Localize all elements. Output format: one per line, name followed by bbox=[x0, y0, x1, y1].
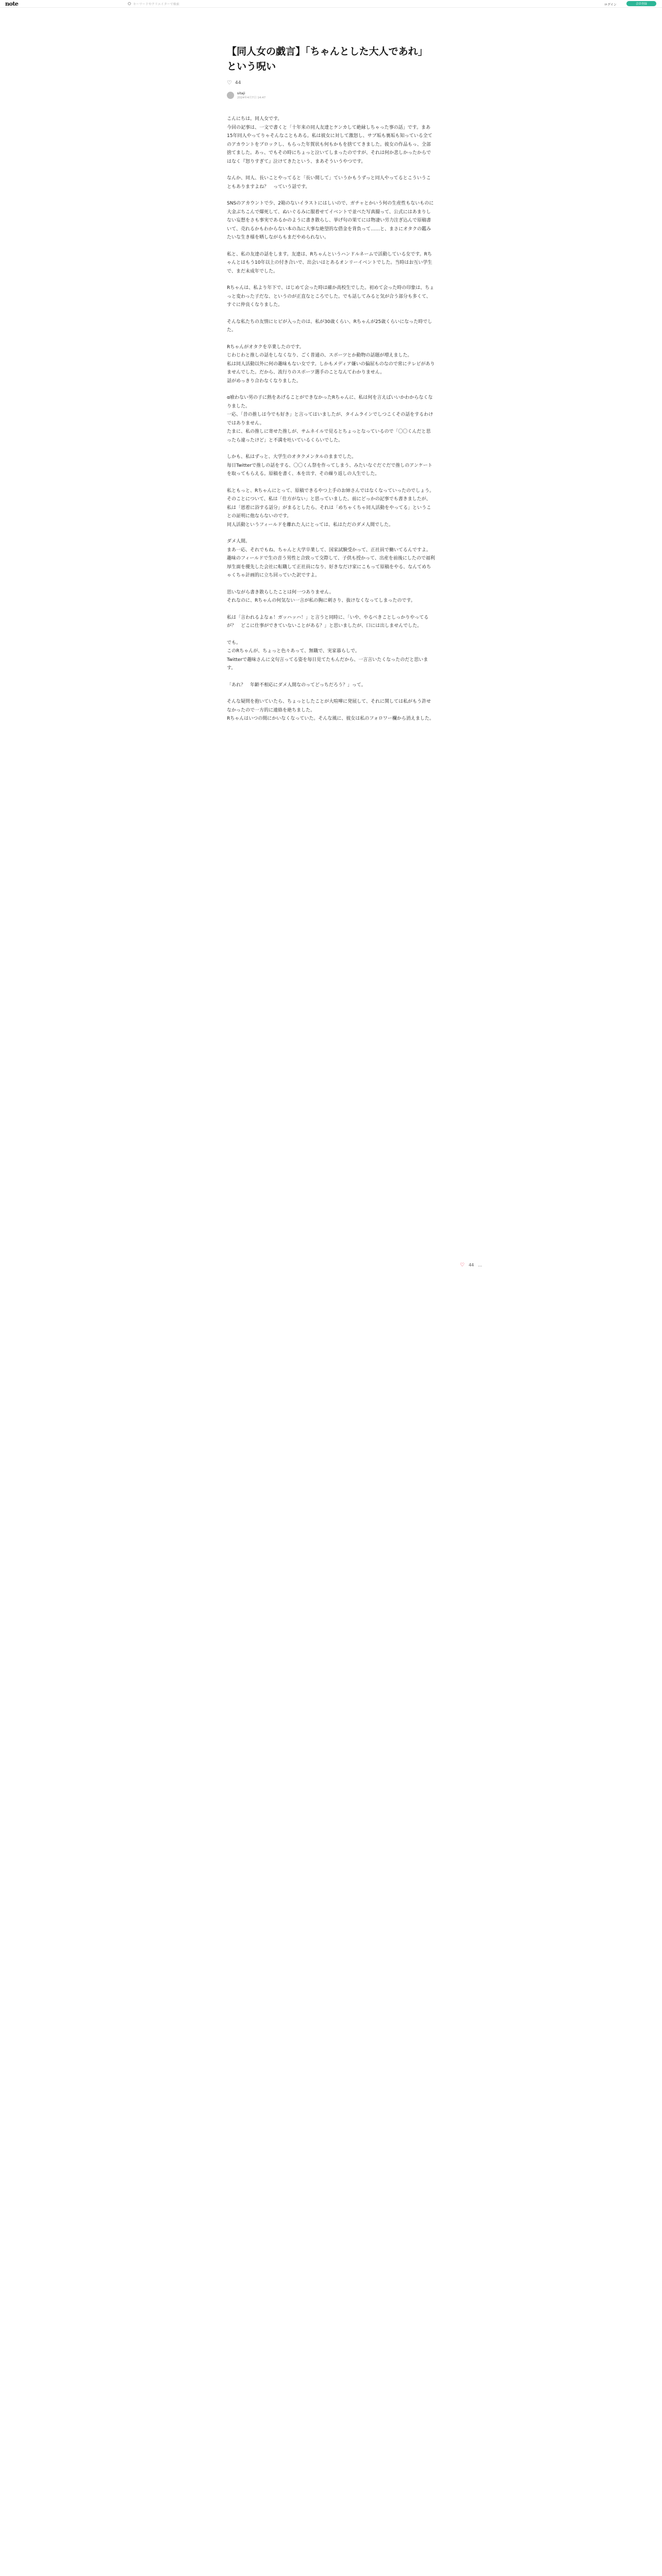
article-paragraph bbox=[227, 250, 435, 276]
heart-icon[interactable]: ♡ bbox=[460, 1262, 465, 1268]
publish-date: 2024年4月7日 14:47 bbox=[237, 96, 266, 99]
article-paragraph bbox=[227, 537, 435, 580]
paragraph-line: 同人活動というフィールドを離れた人にとっては、私はただのダメ人間でした。 bbox=[227, 522, 393, 528]
site-header bbox=[0, 0, 662, 8]
article-title: 【同人女の戯言】「ちゃんとした大人であれ」という呪い bbox=[227, 46, 428, 72]
floating-like-bar bbox=[460, 1262, 482, 1268]
paragraph-line: 今回の記事は、一文で書くと「十年来の同人友達とケンカして絶縁しちゃった事の話」です。まあ15年同人やってりゃそんなこともある。私は彼女に対して激怒し、サブ垢も裏垢も知っている全てのアカウントをブロックし、もらった年賀状も何もかもを捨ててきました。彼女の作品もっ、全部捨てました。あっ、でもその時にちょっと泣いてしまったのですが、それは何か悲しかったからではなく『怒りすぎて』泣けてきたという、まあそういうやつです。 bbox=[227, 125, 433, 164]
article-body bbox=[227, 115, 435, 723]
paragraph-line: 私と、私の友達の話をします。友達は、Rちゃんというハンドルネームで活動している女です。Rちゃんとはもう10年以上の付き合いで、出会いはとあるオンリーイベントでした。当時はお互い学生で、まだ未成年でした。 bbox=[227, 251, 433, 274]
paragraph-line: そんな疑問を抱いていたら、ちょっとしたことが大喧嘩に発展して、それに関しては私がもう許せなかったので一方的に連絡を絶ちました。 bbox=[227, 699, 431, 713]
paragraph-line: しかも、私はずっと、大学生のオタクメンタルのままでした。 bbox=[227, 454, 357, 460]
paragraph-line: でも。 bbox=[227, 640, 241, 646]
signup-button[interactable]: 会員登録 bbox=[626, 1, 656, 6]
paragraph-line: 話がめっきり合わなくなりました。 bbox=[227, 378, 301, 384]
paragraph-line: このRちゃんが、ちょっと色々あって、無職で、実家暮らしで。 bbox=[227, 649, 360, 654]
avatar[interactable] bbox=[227, 92, 234, 99]
paragraph-line: ダメ人間。 bbox=[227, 539, 251, 544]
paragraph-line: じわじわと推しの話をしなくなり、ごく普通の、スポーツとか動物の話題が増えました。 bbox=[227, 353, 412, 358]
paragraph-line: たまに、私の推しに寄せた推しが、サムネイルで見るとちょっとなっているので「〇〇くんだと思ったら違ったけど」と不満を吐いているくらいでした。 bbox=[227, 429, 431, 443]
floating-like-count: 44 bbox=[468, 1263, 474, 1267]
article-paragraph bbox=[227, 199, 435, 242]
article-paragraph bbox=[227, 453, 435, 479]
site-logo[interactable]: note bbox=[5, 1, 19, 7]
like-bar bbox=[227, 79, 435, 86]
article-paragraph bbox=[227, 588, 435, 605]
article bbox=[227, 44, 435, 732]
paragraph-line: α喰わない男の子に熱をあげることができなかったRちゃんに、私は何を言えばいいかわからなくなりました。 bbox=[227, 395, 433, 409]
article-paragraph bbox=[227, 639, 435, 673]
paragraph-line: 一応、「昔の推しは今でも好き」と言ってはいましたが、タイムラインでしつこくその話をするわけではありません。 bbox=[227, 412, 434, 426]
paragraph-line: Rちゃんがオタクを卒業したのです。 bbox=[227, 344, 304, 350]
paragraph-line: そんな私たちの友情にヒビが入ったのは、私が30歳くらい、Rちゃんが25歳くらいになった時でした。 bbox=[227, 319, 433, 333]
paragraph-line: SNSのアカウントで少、2箱のないイラストにはしいので、ガチャとかいう何の生産性もないものに大金ぶちこんで爆死して、ぬいぐるみに服着せてイベントで並べた写真撮って、公式にはあまりしない妄想をさも事実であるかのように書き散らし、挙げ句の果てには物凄い労力注ぎ込んで原稿書いて、売れるかもわからない本の為に大事な絶望的な借金を背負って……と、まさにオタクの鑑みたいな生き様を晒しながらもまだやめられない。 bbox=[227, 201, 434, 240]
article-paragraph bbox=[227, 681, 435, 690]
article-paragraph bbox=[227, 487, 435, 530]
article-paragraph bbox=[227, 394, 435, 445]
paragraph-line: 私ともっと、Rちゃんにとって、原稿できるやつ上手のお姉さんではなくなっていったのでしょう。 bbox=[227, 488, 434, 494]
paragraph-line: そのことについて、私は「仕方がない」と思っていました。前にどっかの記事でも書きましたが、私は「恩着に浴する話分」がまるとしたら、それは「めちゃくちゃ同人活動をやってる」ということの証明に他ならないのです。 bbox=[227, 497, 432, 519]
paragraph-line: こんにちは。同人女です。 bbox=[227, 116, 283, 122]
article-paragraph bbox=[227, 318, 435, 335]
search-icon bbox=[128, 2, 131, 5]
search-box[interactable] bbox=[128, 1, 241, 6]
paragraph-line: それなのに、Rちゃんの何気ない一言が私の胸に刺さり、抜けなくなってしまったのです。 bbox=[227, 598, 416, 603]
paragraph-line: なんか、同人、長いことやってると「長い間して」ていうかもうずっと同人やってるとこういうこともありますよね？ っていう話です。 bbox=[227, 176, 431, 190]
like-count: 44 bbox=[235, 80, 241, 86]
search-placeholder: キーワードやクリエイターで検索 bbox=[133, 2, 179, 6]
article-paragraph bbox=[227, 614, 435, 631]
article-paragraph bbox=[227, 698, 435, 723]
paragraph-line: 私は同人活動以外に何の趣味もない女です。しかもメディア嫌いの偏屈ものなので常にテレビがありませんでした。だから、流行りのスポーツ選手のことなんてわかりません。 bbox=[227, 361, 435, 375]
login-button[interactable]: ログイン bbox=[604, 3, 617, 7]
paragraph-line: 「あれ？ 年齢不相応にダメ人間なのってどっちだろう？」って。 bbox=[227, 682, 366, 688]
author-name[interactable]: sitaji bbox=[237, 91, 245, 95]
paragraph-line: Rちゃんはいつの間にかいなくなっていた。そんな風に、彼女は私のフォロワー欄から消えました。 bbox=[227, 716, 434, 721]
article-paragraph bbox=[227, 115, 435, 166]
article-paragraph bbox=[227, 343, 435, 386]
heart-icon[interactable]: ♡ bbox=[227, 79, 232, 86]
paragraph-line: 毎日Twitterで推しの話をする、〇〇くん祭を作ってしまう、みたいなぐだぐだで推しのアンケートを取ってもらえる。原稿を書く、本を出す、その繰り返しの人生でした。 bbox=[227, 463, 433, 477]
article-paragraph bbox=[227, 174, 435, 191]
paragraph-line: Twitterで趣味さんに文句言ってる姿を毎日見てたもんだから、一言言いたくなったのだと思います。 bbox=[227, 657, 428, 671]
author-block[interactable] bbox=[227, 91, 435, 99]
paragraph-line: 私は「言われるよなぁ！ガッハッハ！」と言うと同時に、「いや、やるべきことしっかりやってるが？ どこに仕事ができていないことがある？」と思いましたが、口には出しませんでした。 bbox=[227, 615, 429, 629]
paragraph-line: 思いながら書き散らしたことは何一つありません。 bbox=[227, 589, 334, 595]
paragraph-line: まあ一応、それでもね、ちゃんと大学卒業して、国家試験受かって、正社員で働いてるんですよ。趣味のフィールドで生の音う男性と合致って交際して、子供も授かって、出産を前後にしたので福利厚生面を優先した会社に転職して正社員になり、好きなだけ家にこもって原稿をやる、なんてめちゃくちゃ計画的に立ち回っていた訳ですよ。 bbox=[227, 547, 435, 578]
more-icon[interactable]: … bbox=[478, 1263, 483, 1267]
article-paragraph bbox=[227, 284, 435, 310]
paragraph-line: Rちゃんは、私より年下で、はじめて会った時は確か高校生でした。初めて会った時の印象は、ちょっと変わった子だな、というのが正直なところでした。でも話してみると気が合う部分も多くて、すぐに仲良くなりました。 bbox=[227, 285, 435, 308]
